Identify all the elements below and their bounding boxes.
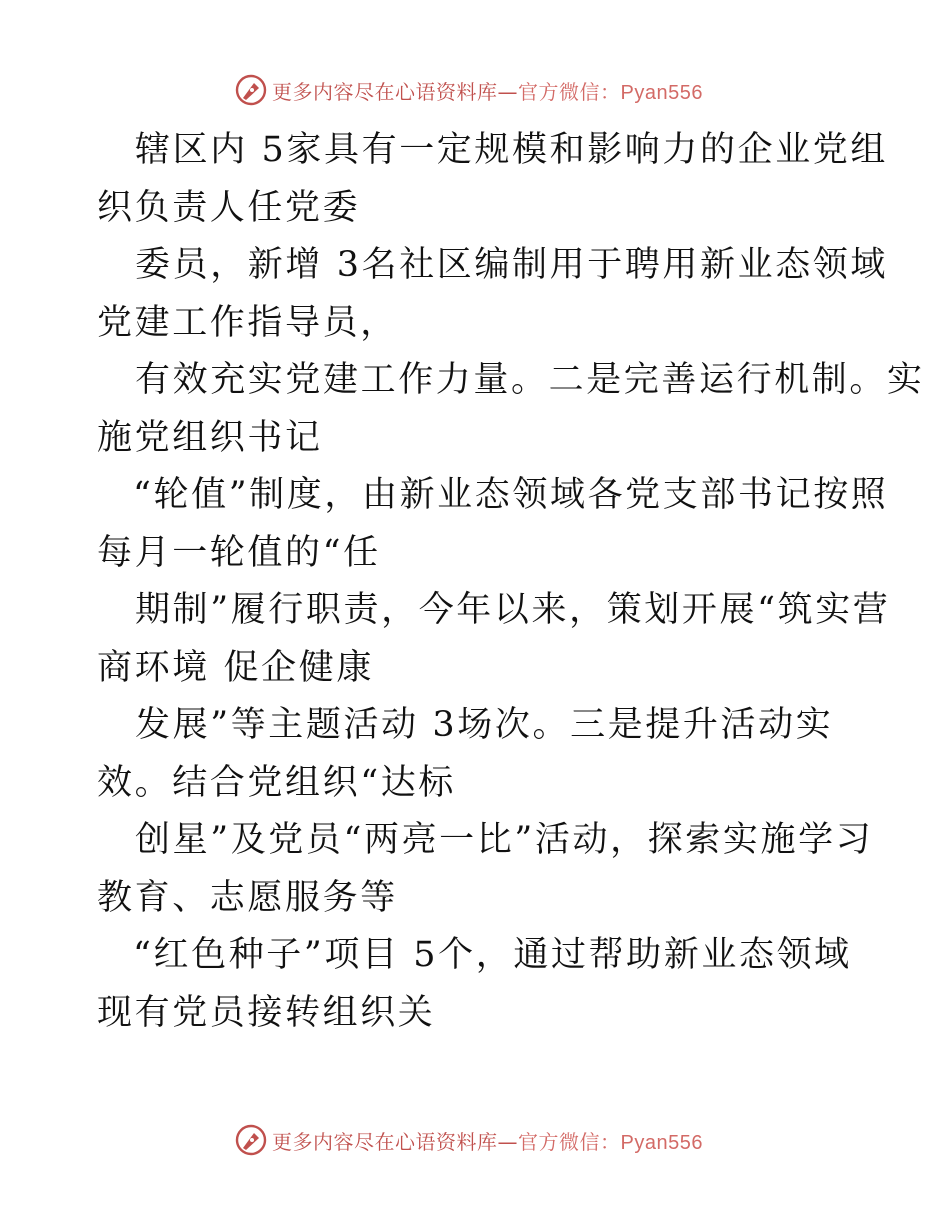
text-line: 现有党员接转组织关 xyxy=(97,992,436,1033)
text-line: 商环境 促企健康 xyxy=(97,647,374,688)
footer-separator: — xyxy=(497,1129,518,1154)
text-line: 织负责人任党委 xyxy=(97,187,361,228)
footer-banner-text xyxy=(272,1126,703,1155)
footer-banner xyxy=(234,1120,754,1160)
text-line: 每月一轮值的“任 xyxy=(97,532,381,573)
text-line: 效。结合党组织“达标 xyxy=(97,762,456,803)
header-banner-text xyxy=(272,76,703,105)
header-separator: — xyxy=(497,79,518,104)
pen-nib-logo-icon xyxy=(234,1123,268,1157)
footer-wechat-text: 官方微信：Pyan556 xyxy=(518,1131,703,1154)
footer-site-text: 更多内容尽在心语资料库 xyxy=(272,1129,498,1154)
text-line: 发展”等主题活动 3场次。三是提升活动实 xyxy=(135,705,834,745)
text-line: 期制”履行职责，今年以来，策划开展“筑实营 xyxy=(135,590,891,630)
text-line: “轮值”制度，由新业态领域各党支部书记按照 xyxy=(133,475,889,515)
text-line: 创星”及党员“两亮一比”活动，探索实施学习 xyxy=(135,820,874,860)
document-body xyxy=(97,122,925,1042)
text-line: 辖区内 5家具有一定规模和影响力的企业党组 xyxy=(135,130,888,170)
text-line: 委员，新增 3名社区编制用于聘用新业态领域 xyxy=(135,245,888,285)
header-wechat-text: 官方微信：Pyan556 xyxy=(518,81,703,104)
text-line: “红色种子”项目 5个，通过帮助新业态领域 xyxy=(133,935,852,975)
text-line: 有效充实党建工作力量。二是完善运行机制。实 xyxy=(135,360,925,400)
header-banner xyxy=(234,70,754,110)
pen-nib-logo-icon xyxy=(234,73,268,107)
text-line: 教育、志愿服务等 xyxy=(97,877,398,918)
text-line: 施党组织书记 xyxy=(97,417,323,458)
text-line: 党建工作指导员， xyxy=(97,302,398,343)
header-site-text: 更多内容尽在心语资料库 xyxy=(272,79,498,104)
